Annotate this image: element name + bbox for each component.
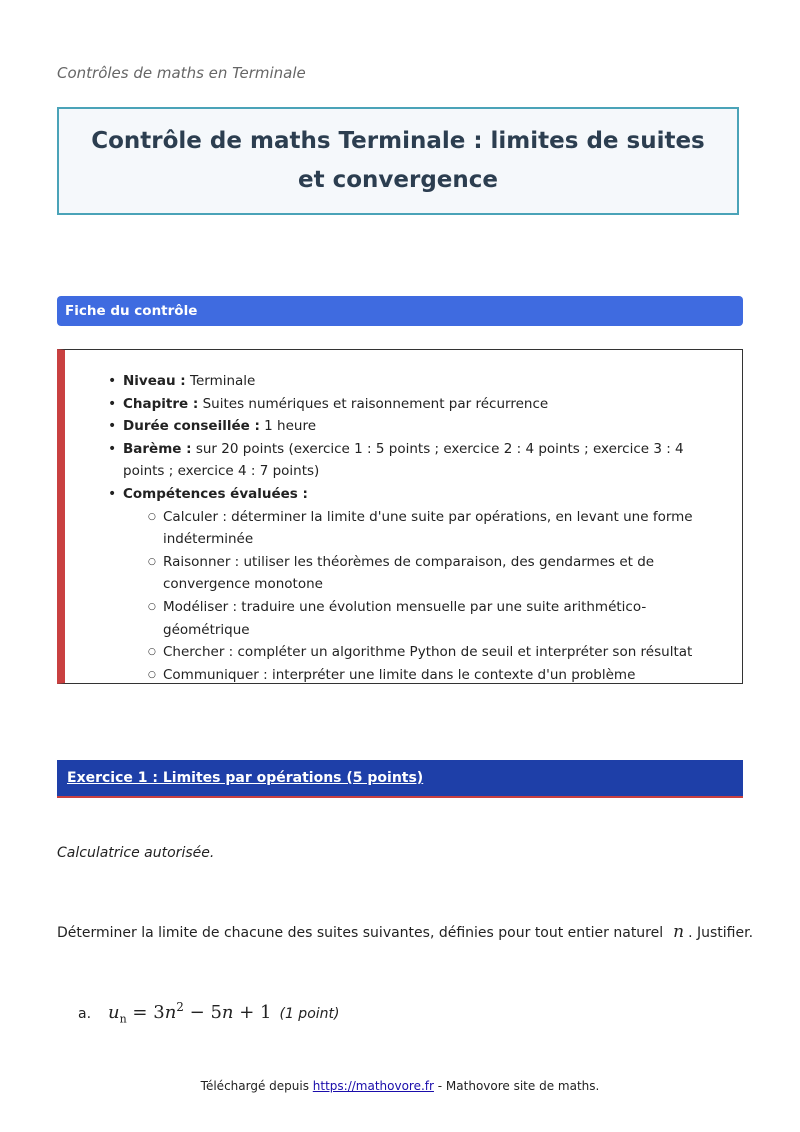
- competence-item: ○ Calculer : déterminer la limite d'une suite par opérations, en levant une forme indéterminée: [155, 506, 725, 551]
- fiche-label: Durée conseillée :: [123, 418, 260, 435]
- points-label: (1 point): [279, 1006, 340, 1022]
- exercise-1-heading[interactable]: [57, 760, 743, 798]
- exercise-1-link[interactable]: Exercice 1 : Limites par opérations (5 points): [67, 770, 424, 786]
- fiche-list: [115, 370, 725, 686]
- instruction-text: Déterminer la limite de chacune des suites suivantes, définies pour tout entier naturel: [57, 925, 664, 941]
- competence-item: ○ Communiquer : interpréter une limite dans le contexte d'un problème: [155, 664, 725, 687]
- calculator-note: Calculatrice autorisée.: [57, 845, 215, 861]
- footer-prefix: Téléchargé depuis: [200, 1079, 313, 1093]
- formula-var: n: [221, 1002, 234, 1023]
- formula-part: − 5: [183, 1002, 222, 1023]
- instruction-end: . Justifier.: [688, 925, 754, 941]
- competences-list: [155, 506, 725, 687]
- footer-link[interactable]: https://mathovore.fr: [312, 1079, 434, 1093]
- fiche-value: Terminale: [190, 373, 256, 389]
- formula-lhs-sub: n: [119, 1012, 127, 1026]
- question-a: [78, 1000, 339, 1026]
- fiche-value: sur 20 points (exercice 1 : 5 points ; exercice 2 : 4 points ; exercice 3 : 4 points ; exercice 4 : 7 points): [123, 440, 684, 480]
- title-box: [57, 107, 739, 215]
- formula-var: n: [164, 1002, 177, 1023]
- formula-exp: 2: [176, 1000, 184, 1014]
- fiche-panel: [57, 349, 743, 684]
- fiche-heading: Fiche du contrôle: [57, 296, 743, 326]
- exercise-instruction: [57, 922, 753, 942]
- question-label: a.: [78, 1006, 92, 1022]
- formula: [108, 1000, 271, 1026]
- breadcrumb: Contrôles de maths en Terminale: [57, 64, 306, 82]
- fiche-label: Compétences évaluées :: [123, 485, 308, 502]
- page-title: Contrôle de maths Terminale : limites de suites et convergence: [91, 128, 705, 193]
- fiche-label: Niveau :: [123, 373, 186, 389]
- fiche-label: Barème :: [123, 440, 192, 457]
- competence-item: ○ Raisonner : utiliser les théorèmes de comparaison, des gendarmes et de convergence monotone: [155, 551, 725, 596]
- formula-part: + 1: [233, 1002, 272, 1023]
- fiche-value: 1 heure: [264, 418, 317, 435]
- footer: [0, 1079, 800, 1093]
- fiche-item-competences: [115, 483, 725, 686]
- fiche-item-duree: [115, 415, 725, 438]
- formula-part: = 3: [132, 1002, 165, 1023]
- fiche-value: Suites numériques et raisonnement par récurrence: [202, 395, 549, 412]
- fiche-item-chapitre: [115, 393, 725, 416]
- fiche-label: Chapitre :: [123, 395, 199, 412]
- competence-item: ○ Modéliser : traduire une évolution mensuelle par une suite arithmético-géométrique: [155, 596, 725, 641]
- competence-item: ○ Chercher : compléter un algorithme Python de seuil et interpréter son résultat: [155, 641, 725, 664]
- fiche-item-niveau: [115, 370, 725, 393]
- fiche-item-bareme: [115, 438, 725, 483]
- formula-lhs: u: [108, 1002, 120, 1023]
- footer-suffix: - Mathovore site de maths.: [433, 1079, 600, 1093]
- math-variable: n: [673, 922, 685, 942]
